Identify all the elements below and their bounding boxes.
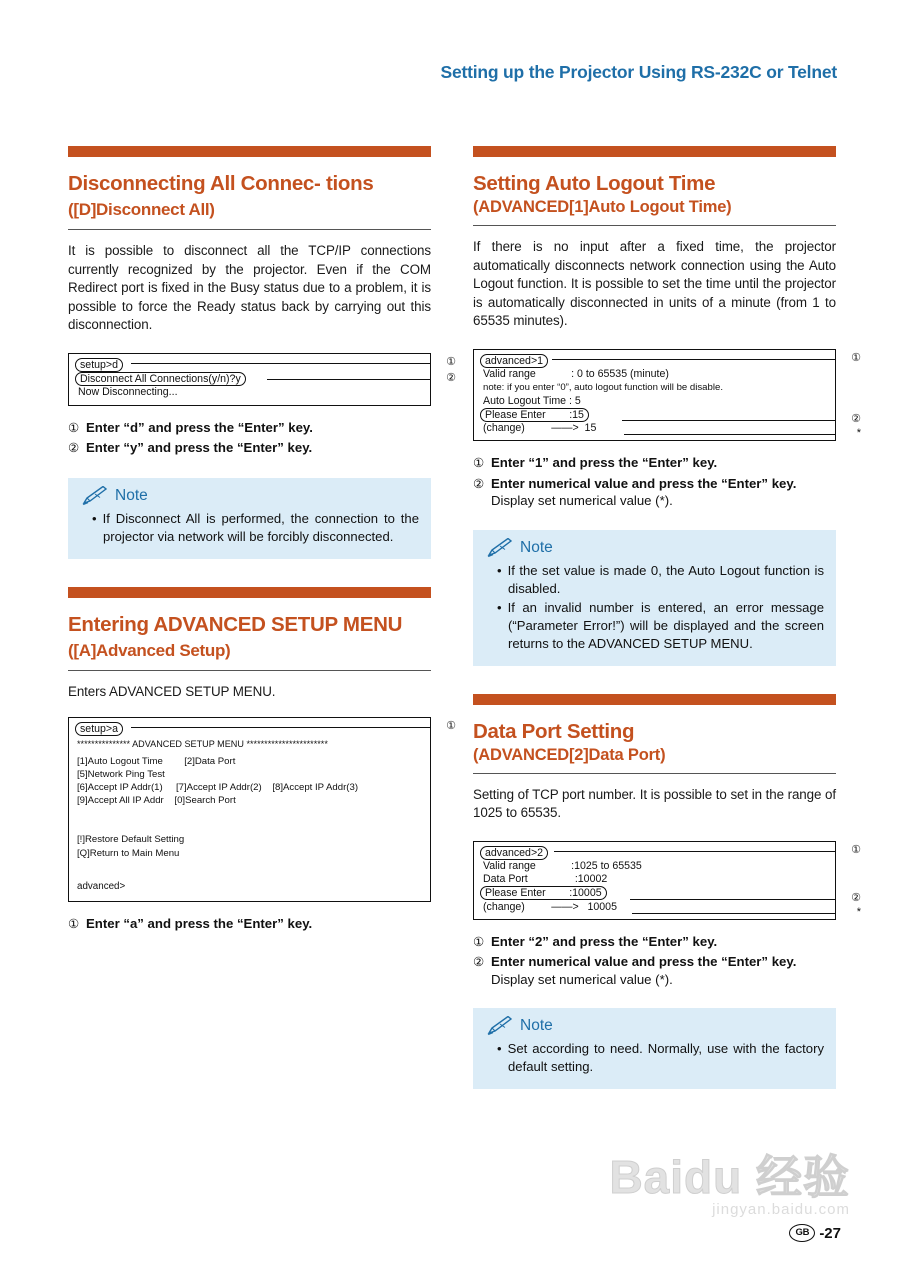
terminal-menu-line: [Q]Return to Main Menu: [77, 847, 180, 859]
section-heading-disconnect-all: [68, 171, 431, 222]
paragraph-advanced-menu: Enters ADVANCED SETUP MENU.: [68, 683, 276, 699]
terminal-line: [75, 358, 424, 372]
terminal-line: Valid range :1025 to 65535: [483, 860, 642, 873]
heading-paren-data-port: (ADVANCED[2]Data Port): [473, 745, 666, 764]
terminal-block-disconnect: [68, 353, 456, 406]
steps-advanced-menu: [68, 915, 431, 934]
heading-line-2: tions: [325, 172, 374, 195]
terminal-line: Valid range : 0 to 65535 (minute): [483, 368, 669, 381]
note-label: Note: [115, 486, 148, 504]
step-text: Enter “1” and press the “Enter” key.: [491, 455, 718, 471]
step-number: ①: [473, 456, 485, 471]
step-text-group: [491, 475, 836, 510]
terminal-line: [480, 846, 829, 860]
terminal-line: [75, 722, 424, 736]
callout-leader: [267, 379, 430, 380]
heading-line-1: Setting Auto Logout Time: [473, 172, 716, 195]
terminal-line: Now Disconnecting...: [78, 386, 178, 399]
terminal-tail-prompt: advanced>: [77, 880, 126, 892]
steps-auto-logout: [473, 454, 836, 510]
terminal-line: Data Port :10002: [483, 873, 608, 886]
step-item: [473, 475, 836, 510]
divider: [68, 229, 431, 230]
divider: [473, 773, 836, 774]
terminal-please-enter: Please Enter :15: [480, 408, 589, 422]
step-item: [473, 953, 836, 988]
watermark-line-2: jingyan.baidu.com: [712, 1201, 850, 1218]
terminal-banner: *************** ADVANCED SETUP MENU ***********************: [77, 739, 328, 750]
callout-1: ①: [446, 355, 456, 368]
note-list: [80, 510, 419, 546]
step-text-group: [491, 953, 836, 988]
pencil-icon: [487, 538, 513, 558]
callout-leader: [624, 434, 835, 435]
callout-leader: [131, 363, 430, 364]
terminal-block-data-port: [473, 841, 861, 920]
heading-line-1: Entering ADVANCED: [68, 612, 266, 636]
note-box-auto-logout: [473, 530, 836, 666]
section-heading-advanced-menu: [68, 612, 431, 663]
terminal-line: Auto Logout Time : 5: [483, 394, 581, 407]
note-item: • If the set value is made 0, the Auto Logout function is disabled.: [497, 562, 824, 598]
terminal-line: note: if you enter “0”, auto logout function will be disable.: [483, 382, 723, 394]
section-rule: [473, 694, 836, 705]
note-item: • Set according to need. Normally, use with the factory default setting.: [497, 1040, 824, 1076]
step-item: [68, 439, 431, 458]
step-number: ①: [473, 934, 485, 949]
note-item: • If an invalid number is entered, an error message (“Parameter Error!”) will be displayed and the screen returns to the ADVANCED SETUP MENU.: [497, 599, 824, 653]
section-heading-data-port: [473, 719, 836, 744]
page-header-title: Setting up the Projector Using RS-232C or Telnet: [440, 62, 837, 82]
step-item: [68, 915, 431, 934]
spacer: [75, 860, 424, 880]
step-text: Enter “a” and press the “Enter” key.: [86, 916, 313, 931]
pencil-icon: [82, 486, 108, 506]
callout-asterisk: *: [856, 905, 861, 918]
left-column: [68, 146, 456, 936]
divider: [68, 670, 431, 671]
section-heading-auto-logout: [473, 171, 836, 196]
note-box-disconnect: [68, 478, 431, 559]
terminal-change-line: (change) ——> 10005: [483, 900, 617, 913]
terminal-menu-line: [1]Auto Logout Time [2]Data Port: [77, 755, 236, 767]
terminal-line: [480, 354, 829, 368]
terminal-menu-line: [6]Accept IP Addr(1) [7]Accept IP Addr(2) [8]Accept IP Addr(3): [77, 781, 359, 793]
note-list: [485, 1040, 824, 1076]
page-footer: [789, 1224, 841, 1242]
paragraph-data-port: Setting of TCP port number. It is possible to set in the range of 1025 to 65535.: [473, 786, 836, 821]
terminal-prompt: advanced>2: [480, 846, 548, 860]
callout-2: ②: [851, 412, 861, 425]
note-label: Note: [520, 538, 553, 556]
step-subtext: Display set numerical value (*).: [491, 971, 673, 987]
callout-leader: [630, 899, 835, 900]
terminal-menu-line: [!]Restore Default Setting: [77, 834, 185, 846]
section-rule: [68, 587, 431, 598]
callout-leader: [552, 359, 835, 360]
callout-leader: [632, 913, 835, 914]
spacer: [75, 807, 424, 833]
note-list: [485, 562, 824, 653]
step-text: Enter numerical value and press the “Enter” key.: [491, 475, 797, 491]
note-header: [487, 1016, 824, 1036]
heading-paren: ([D]Disconnect All): [68, 200, 215, 219]
steps-disconnect: [68, 419, 431, 458]
callout-leader: [131, 727, 430, 728]
callout-2: ②: [851, 891, 861, 904]
callout-1: ①: [851, 843, 861, 856]
region-badge: GB: [789, 1224, 815, 1242]
divider: [473, 225, 836, 226]
callout-leader: [622, 420, 835, 421]
watermark-line-1: Baidu 经验: [609, 1151, 850, 1203]
terminal-menu-line: [9]Accept All IP Addr [0]Search Port: [77, 795, 236, 807]
note-header: [82, 486, 419, 506]
note-header: [487, 538, 824, 558]
callout-asterisk: *: [856, 426, 861, 439]
section-rule: [473, 146, 836, 157]
step-item: [473, 933, 836, 952]
step-item: [473, 454, 836, 473]
note-item: • If Disconnect All is performed, the connection to the projector via network will be forcibly disconnected.: [92, 510, 419, 546]
callout-leader: [554, 851, 835, 852]
right-column: [473, 146, 861, 1089]
terminal-menu-line: [5]Network Ping Test: [77, 768, 165, 780]
paragraph-disconnect-all: It is possible to disconnect all the TCP/IP connections currently recognized by the projector. Even if the COM Redirect port is fixed in the Busy status due to a problem, it is possible to force the Ready status back by carrying out this disconnection.: [68, 243, 431, 333]
terminal-block-auto-logout: [473, 349, 861, 441]
step-text: Enter “d” and press the “Enter” key.: [86, 419, 313, 435]
terminal-prompt: advanced>1: [480, 354, 548, 368]
note-label: Note: [520, 1017, 553, 1035]
callout-2: ②: [446, 371, 456, 384]
section-rule: [68, 146, 431, 157]
terminal-block-advanced-menu: [68, 717, 456, 902]
step-subtext: Display set numerical value (*).: [491, 493, 673, 509]
step-text: Enter “2” and press the “Enter” key.: [491, 933, 718, 949]
step-item: [68, 419, 431, 438]
heading-line-1: Data Port Setting: [473, 719, 635, 743]
terminal-change-line: (change) ——> 15: [483, 421, 597, 434]
steps-data-port: [473, 933, 836, 989]
step-number: ②: [68, 441, 80, 456]
step-text: Enter numerical value and press the “Enter” key.: [491, 954, 797, 970]
terminal-prompt: setup>a: [75, 722, 123, 736]
watermark: [609, 1151, 850, 1218]
terminal-command: Disconnect All Connections(y/n)?y: [75, 372, 246, 386]
paragraph-auto-logout: If there is no input after a fixed time, the projector automatically disconnects network connection using the Auto Logout function. It is possible to set the time until the projector is automatically disconnected in units of a minute (from 1 to 65535 minutes).: [473, 239, 836, 329]
callout-1: ①: [446, 720, 456, 733]
step-number: ②: [473, 955, 485, 970]
heading-line-1: Disconnecting All Connec-: [68, 172, 321, 195]
heading-paren-auto-logout: (ADVANCED[1]Auto Logout Time): [473, 198, 732, 216]
step-number: ②: [473, 476, 485, 491]
terminal-prompt: setup>d: [75, 358, 123, 372]
callout-1: ①: [851, 351, 861, 364]
pencil-icon: [487, 1016, 513, 1036]
page-number: -27: [819, 1224, 841, 1242]
heading-line-2: SETUP MENU: [271, 612, 403, 636]
step-text: Enter “y” and press the “Enter” key.: [86, 440, 313, 456]
terminal-please-enter: Please Enter :10005: [480, 886, 607, 900]
heading-paren: ([A]Advanced Setup): [68, 640, 231, 660]
note-box-data-port: [473, 1008, 836, 1089]
step-number: ①: [68, 420, 80, 435]
step-number: ①: [68, 917, 80, 931]
